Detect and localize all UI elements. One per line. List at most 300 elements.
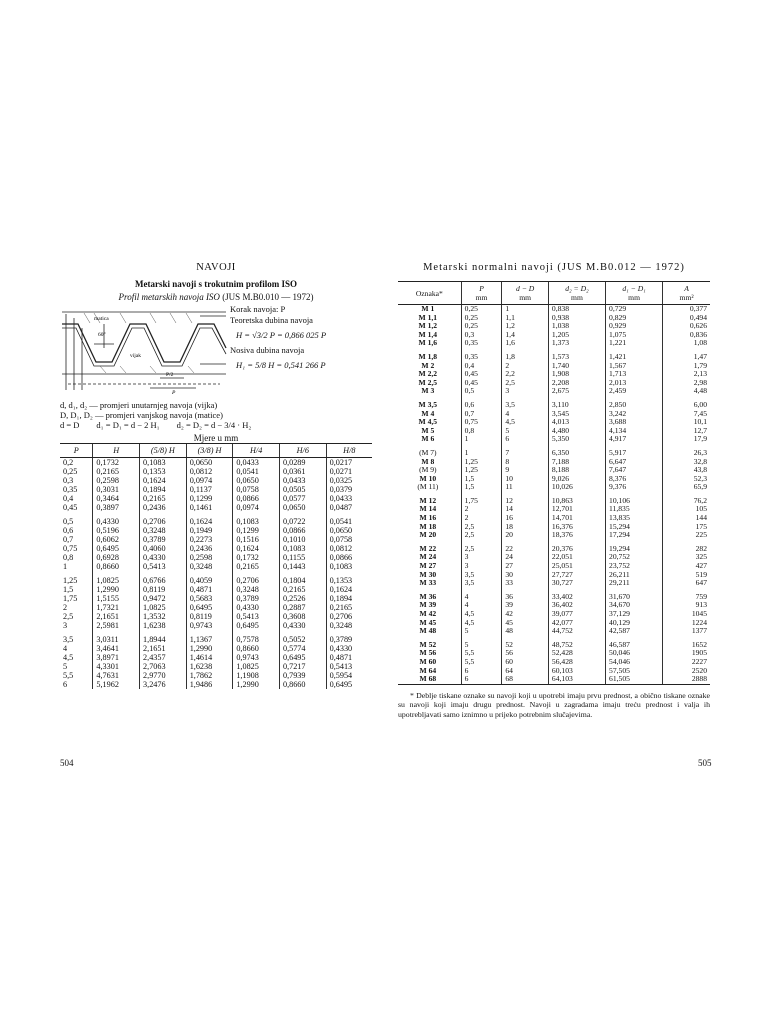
column-header: H/6 bbox=[279, 444, 326, 458]
table-cell: 0,3248 bbox=[326, 621, 372, 630]
table-cell: 0,3248 bbox=[233, 585, 280, 594]
thread-designation: M 3 bbox=[421, 386, 435, 396]
table-cell: 3 bbox=[63, 621, 68, 630]
table-cell: 3,2476 bbox=[140, 680, 187, 689]
table-cell: 42 bbox=[502, 610, 549, 619]
table-cell: 6 bbox=[63, 680, 68, 689]
table-row bbox=[60, 494, 372, 503]
table-cell: 0,3248 bbox=[140, 526, 187, 535]
table-cell: 0,0812 bbox=[186, 467, 233, 476]
thread-designation: M 33 bbox=[419, 578, 437, 588]
table-cell: 14 bbox=[502, 505, 549, 514]
table-cell: 4,48 bbox=[663, 387, 710, 396]
table-cell: 0,3 bbox=[461, 331, 502, 340]
section-title: Metarski navoji s trokutnim profilom ISO bbox=[135, 279, 297, 289]
table-row bbox=[398, 444, 710, 458]
thread-dimension-table bbox=[60, 443, 372, 689]
table-cell: 2,1651 bbox=[140, 644, 187, 653]
table-cell: 0,1083 bbox=[279, 544, 326, 553]
table-cell: 0,0812 bbox=[326, 544, 372, 553]
table-cell: 0,0758 bbox=[326, 535, 372, 544]
table-cell: 2,5 bbox=[461, 540, 502, 554]
table-cell: 29,211 bbox=[606, 579, 663, 588]
table-cell: 0,1299 bbox=[233, 526, 280, 535]
table-row bbox=[398, 348, 710, 362]
table-cell: 3,242 bbox=[606, 410, 663, 419]
legend-relations: d = D d₁ = D₁ = d − 2 H₁ d₂ = D₂ = d − 3/4 · H₂ bbox=[60, 420, 252, 430]
table-cell: 0,1804 bbox=[279, 571, 326, 585]
thread-designation: M 1 bbox=[421, 304, 435, 313]
table-cell: 0,2273 bbox=[186, 535, 233, 544]
table-cell: 4,134 bbox=[606, 427, 663, 436]
table-cell: 22,051 bbox=[548, 553, 605, 562]
left-page bbox=[60, 262, 372, 689]
table-cell: 1,5 bbox=[63, 585, 74, 594]
table-cell: 0,2 bbox=[63, 458, 74, 467]
table-cell: 0,0541 bbox=[326, 512, 372, 526]
table-cell: 0,2526 bbox=[279, 594, 326, 603]
table-cell: 0,1443 bbox=[279, 562, 326, 571]
table-row bbox=[60, 562, 372, 571]
table-cell: 1,75 bbox=[63, 594, 78, 603]
subtitle-italic: Profil metarskih navoja ISO bbox=[118, 292, 220, 302]
table-cell: 0,3464 bbox=[93, 494, 140, 503]
table-row bbox=[60, 603, 372, 612]
table-cell: 56,428 bbox=[548, 658, 605, 667]
table-cell: 0,0577 bbox=[279, 494, 326, 503]
table-row bbox=[398, 483, 710, 492]
table-cell: 8,188 bbox=[548, 466, 605, 475]
table-cell: 0,4330 bbox=[140, 553, 187, 562]
table-cell: 0,2436 bbox=[186, 544, 233, 553]
table-cell: 5 bbox=[461, 627, 502, 636]
table-cell: 1,75 bbox=[461, 492, 502, 506]
table-cell: 1,5 bbox=[461, 475, 502, 484]
table-cell: 0,35 bbox=[461, 348, 502, 362]
table-cell: 3 bbox=[461, 553, 502, 562]
table-cell: 1377 bbox=[663, 627, 710, 636]
table-row bbox=[398, 675, 710, 684]
thread-designation: M 27 bbox=[419, 561, 437, 571]
table-cell: 0,8660 bbox=[279, 680, 326, 689]
table-cell: 0,2165 bbox=[279, 585, 326, 594]
table-cell: 0,0271 bbox=[326, 467, 372, 476]
table-cell: 5,917 bbox=[606, 444, 663, 458]
table-cell: 0,1894 bbox=[326, 594, 372, 603]
profile-subtitle bbox=[60, 292, 372, 302]
table-cell: 7 bbox=[502, 444, 549, 458]
thread-designation: M 4,5 bbox=[418, 417, 438, 427]
table-cell: 0,0866 bbox=[233, 494, 280, 503]
table-cell: 1,79 bbox=[663, 362, 710, 371]
table-row bbox=[398, 636, 710, 650]
table-cell: 0,2165 bbox=[140, 494, 187, 503]
table-cell: 0,1137 bbox=[186, 485, 233, 494]
thread-designation: (M 7) bbox=[419, 447, 437, 457]
table-cell: 33,402 bbox=[548, 588, 605, 602]
formula-block bbox=[230, 304, 375, 371]
table-cell: 0,0758 bbox=[233, 485, 280, 494]
column-header: H/8 bbox=[326, 444, 372, 458]
table-cell: 46,587 bbox=[606, 636, 663, 650]
table-cell: 0,1083 bbox=[140, 458, 187, 468]
right-page-title: Metarski normalni navoji (JUS M.B0.012 — 1972) bbox=[423, 262, 685, 273]
table-cell: 0,3789 bbox=[140, 535, 187, 544]
table-cell: 1,421 bbox=[606, 348, 663, 362]
table-cell: 18 bbox=[502, 523, 549, 532]
table-cell: 8,376 bbox=[606, 475, 663, 484]
table-cell: 0,1083 bbox=[233, 512, 280, 526]
table-cell: 0,626 bbox=[663, 322, 710, 331]
table-cell: 0,0505 bbox=[279, 485, 326, 494]
table-cell: 1,25 bbox=[63, 576, 78, 585]
table-cell: 0,2706 bbox=[326, 612, 372, 621]
table-cell: 4,3301 bbox=[93, 662, 140, 671]
table-cell: 1045 bbox=[663, 610, 710, 619]
table-row bbox=[398, 588, 710, 602]
table-cell: 64,103 bbox=[548, 675, 605, 684]
table-cell: 1,6 bbox=[502, 339, 549, 348]
table-cell: 0,1353 bbox=[326, 571, 372, 585]
table-cell: 1 bbox=[461, 435, 502, 444]
table-cell: 0,0433 bbox=[326, 494, 372, 503]
table-cell: 0,5 bbox=[461, 387, 502, 396]
thread-profile-drawing bbox=[60, 304, 228, 396]
table-cell: 57,505 bbox=[606, 667, 663, 676]
table-cell: 48 bbox=[502, 627, 549, 636]
table-cell: 0,25 bbox=[461, 314, 502, 323]
table-cell: 2,850 bbox=[606, 396, 663, 410]
table-cell: 61,505 bbox=[606, 675, 663, 684]
table-cell: 4,480 bbox=[548, 427, 605, 436]
table-cell: 0,7 bbox=[461, 410, 502, 419]
table-cell: 0,6766 bbox=[140, 571, 187, 585]
table-row bbox=[60, 662, 372, 671]
table-cell: 1,2990 bbox=[186, 644, 233, 653]
table-cell: 17,9 bbox=[663, 435, 710, 444]
table-cell: 0,3608 bbox=[279, 612, 326, 621]
table-cell: 12 bbox=[502, 492, 549, 506]
table-row bbox=[60, 612, 372, 621]
table-cell: 1,573 bbox=[548, 348, 605, 362]
column-header bbox=[606, 282, 663, 305]
table-cell: 12,701 bbox=[548, 505, 605, 514]
table-cell: 0,3789 bbox=[326, 630, 372, 644]
table-cell: 9,026 bbox=[548, 475, 605, 484]
table-cell: 1,740 bbox=[548, 362, 605, 371]
table-cell: 0,1624 bbox=[233, 544, 280, 553]
table-cell: 0,2598 bbox=[93, 476, 140, 485]
table-cell: 225 bbox=[663, 531, 710, 540]
table-cell: 0,9743 bbox=[233, 653, 280, 662]
table-cell: 13,835 bbox=[606, 514, 663, 523]
table-cell: 0,6495 bbox=[233, 621, 280, 630]
table-cell: 6,00 bbox=[663, 396, 710, 410]
thread-designation: M 60 bbox=[419, 656, 437, 666]
table-cell: 45 bbox=[502, 619, 549, 628]
thread-designation: M 2 bbox=[421, 360, 435, 370]
table-row bbox=[398, 339, 710, 348]
table-cell: 0,2598 bbox=[186, 553, 233, 562]
table-cell: 18,376 bbox=[548, 531, 605, 540]
table-row bbox=[60, 485, 372, 494]
table-cell: 4,5 bbox=[461, 619, 502, 628]
table-cell: 0,1624 bbox=[140, 476, 187, 485]
table-row bbox=[398, 531, 710, 540]
thread-designation: (M 9) bbox=[419, 465, 437, 475]
table-cell: 1,2990 bbox=[93, 585, 140, 594]
column-header: P bbox=[60, 444, 93, 458]
table-cell: 1,25 bbox=[461, 458, 502, 467]
column-header-label: A bbox=[684, 284, 689, 293]
table-cell: 0,35 bbox=[63, 485, 78, 494]
table-cell: 325 bbox=[663, 553, 710, 562]
table-cell: 0,4060 bbox=[140, 544, 187, 553]
table-cell: 7,647 bbox=[606, 466, 663, 475]
table-cell: 0,8119 bbox=[186, 612, 233, 621]
thread-designation: M 30 bbox=[419, 569, 437, 579]
table-cell: 1,1 bbox=[502, 314, 549, 323]
table-cell: 20,376 bbox=[548, 540, 605, 554]
table-cell: 1,25 bbox=[461, 466, 502, 475]
subtitle-standard: (JUS M.B0.010 — 1972) bbox=[222, 292, 314, 302]
table-row bbox=[60, 458, 372, 468]
table-cell: 1,0825 bbox=[93, 571, 140, 585]
table-body bbox=[398, 305, 710, 685]
thread-designation: M 1,1 bbox=[418, 312, 438, 322]
table-cell: 3,688 bbox=[606, 418, 663, 427]
table-cell: 6,647 bbox=[606, 458, 663, 467]
table-cell: 0,0974 bbox=[186, 476, 233, 485]
table-cell: 2,4357 bbox=[140, 653, 187, 662]
table-cell: 647 bbox=[663, 579, 710, 588]
table-cell: 1,713 bbox=[606, 370, 663, 379]
table-cell: 0,1461 bbox=[186, 503, 233, 512]
table-cell: 52,428 bbox=[548, 649, 605, 658]
bearing-depth-heading: Nosiva dubina navoja bbox=[230, 345, 305, 355]
table-cell: 0,1732 bbox=[93, 458, 140, 468]
column-header bbox=[663, 282, 710, 305]
table-cell: 30 bbox=[502, 571, 549, 580]
table-cell: 4,7631 bbox=[93, 671, 140, 680]
table-cell: 2 bbox=[502, 362, 549, 371]
table-cell: 0,8119 bbox=[140, 585, 187, 594]
table-row bbox=[60, 503, 372, 512]
table-cell: 3,4641 bbox=[93, 644, 140, 653]
thread-designation: M 22 bbox=[419, 543, 437, 553]
thread-designation: M 14 bbox=[419, 504, 437, 514]
table-cell: 0,1353 bbox=[140, 467, 187, 476]
table-cell: 1,205 bbox=[548, 331, 605, 340]
table-cell: 0,929 bbox=[606, 322, 663, 331]
table-cell: 5 bbox=[63, 662, 68, 671]
table-cell: 0,7578 bbox=[233, 630, 280, 644]
column-header-unit: mm bbox=[475, 293, 488, 302]
table-row bbox=[398, 387, 710, 396]
table-cell: 3,8971 bbox=[93, 653, 140, 662]
table-cell: 1,5 bbox=[461, 483, 502, 492]
table-cell: 0,2706 bbox=[140, 512, 187, 526]
table-cell: 0,3897 bbox=[93, 503, 140, 512]
table-cell: 0,2436 bbox=[140, 503, 187, 512]
table-cell: 60 bbox=[502, 658, 549, 667]
table-cell: 4 bbox=[461, 601, 502, 610]
units-caption: Mjere u mm bbox=[193, 433, 239, 443]
table-cell: 0,25 bbox=[461, 322, 502, 331]
table-cell: 36,402 bbox=[548, 601, 605, 610]
column-header: H bbox=[93, 444, 140, 458]
page-number-right: 505 bbox=[698, 758, 712, 768]
footnote: * Deblje tiskane oznake su navoji koji u upotrebi imaju prvu prednost, a obično tiskane oznake su navoji koji imaju drugu prednost. Navoji u zagradama imaju treću prednost i valja ih upotrebljavati samo iznimno u prijeko potrebnim slučajevima. bbox=[398, 690, 710, 719]
table-cell: 2,98 bbox=[663, 379, 710, 388]
table-cell: 8 bbox=[502, 458, 549, 467]
table-cell: 42,587 bbox=[606, 627, 663, 636]
table-cell: 60,103 bbox=[548, 667, 605, 676]
table-cell: 4 bbox=[502, 410, 549, 419]
table-cell: 2520 bbox=[663, 667, 710, 676]
table-cell: 0,9472 bbox=[140, 594, 187, 603]
table-cell: 0,0722 bbox=[279, 512, 326, 526]
table-cell: 0,0650 bbox=[186, 458, 233, 468]
table-cell: 1905 bbox=[663, 649, 710, 658]
table-cell: 0,4330 bbox=[279, 621, 326, 630]
table-cell: 0,4871 bbox=[326, 653, 372, 662]
table-cell: 3,110 bbox=[548, 396, 605, 410]
thread-designation: (M 11) bbox=[417, 482, 439, 492]
table-cell: 0,3031 bbox=[93, 485, 140, 494]
table-cell: 4,5 bbox=[461, 610, 502, 619]
table-cell: 913 bbox=[663, 601, 710, 610]
table-cell: 34,670 bbox=[606, 601, 663, 610]
table-cell: 0,4059 bbox=[186, 571, 233, 585]
table-cell: 2,7063 bbox=[140, 662, 187, 671]
table-cell: 0,0379 bbox=[326, 485, 372, 494]
table-cell: 2,1651 bbox=[93, 612, 140, 621]
table-cell: 0,1010 bbox=[279, 535, 326, 544]
table-cell: 2,2 bbox=[502, 370, 549, 379]
table-cell: 1,0825 bbox=[140, 603, 187, 612]
table-row bbox=[60, 526, 372, 535]
thread-designation: M 12 bbox=[419, 495, 437, 505]
table-cell: 1,4614 bbox=[186, 653, 233, 662]
table-cell: 0,7939 bbox=[279, 671, 326, 680]
pitch-label: P bbox=[172, 390, 176, 396]
table-cell: 0,45 bbox=[461, 370, 502, 379]
thread-designation: M 4 bbox=[421, 408, 435, 418]
thread-designation: M 20 bbox=[419, 530, 437, 540]
table-cell: 2227 bbox=[663, 658, 710, 667]
table-header-row bbox=[60, 444, 372, 458]
table-cell: 11 bbox=[502, 483, 549, 492]
thread-designation: M 56 bbox=[419, 648, 437, 658]
column-header-label: d₁ − D₁ bbox=[622, 284, 646, 293]
table-cell: 14,701 bbox=[548, 514, 605, 523]
column-header-unit: mm² bbox=[679, 293, 694, 302]
table-cell: 0,0289 bbox=[279, 458, 326, 468]
table-cell: 0,25 bbox=[63, 467, 78, 476]
table-cell: 1,038 bbox=[548, 322, 605, 331]
table-cell: 0,829 bbox=[606, 314, 663, 323]
thread-designation: M 45 bbox=[419, 617, 437, 627]
table-cell: 52,3 bbox=[663, 475, 710, 484]
table-cell: 64 bbox=[502, 667, 549, 676]
table-cell: 43,8 bbox=[663, 466, 710, 475]
table-cell: 0,35 bbox=[461, 339, 502, 348]
table-cell: 0,4 bbox=[63, 494, 74, 503]
table-cell: 3,5 bbox=[461, 571, 502, 580]
table-cell: 0,5954 bbox=[326, 671, 372, 680]
thread-designation: M 1,6 bbox=[418, 338, 438, 348]
thread-designation: M 68 bbox=[398, 675, 461, 684]
table-row bbox=[60, 585, 372, 594]
table-cell: 0,0325 bbox=[326, 476, 372, 485]
thread-designation: M 8 bbox=[421, 456, 435, 466]
table-cell: 0,0866 bbox=[326, 553, 372, 562]
table-cell: 0,2706 bbox=[233, 571, 280, 585]
table-cell: 25,051 bbox=[548, 562, 605, 571]
table-cell: 2,5 bbox=[63, 612, 74, 621]
table-cell: 0,0650 bbox=[279, 503, 326, 512]
thread-designation: M 1,2 bbox=[418, 321, 438, 331]
table-cell: 16 bbox=[502, 514, 549, 523]
table-cell: 0,729 bbox=[606, 305, 663, 314]
table-cell: 0,2165 bbox=[233, 562, 280, 571]
table-cell: 3,545 bbox=[548, 410, 605, 419]
thread-designation: M 3,5 bbox=[418, 399, 438, 409]
table-cell: 1,4 bbox=[502, 331, 549, 340]
table-cell: 30,727 bbox=[548, 579, 605, 588]
table-cell: 9 bbox=[502, 466, 549, 475]
table-cell: 0,4 bbox=[461, 362, 502, 371]
table-cell: 6 bbox=[461, 675, 502, 684]
table-cell: 0,0433 bbox=[279, 476, 326, 485]
table-cell: 31,670 bbox=[606, 588, 663, 602]
table-cell: 76,2 bbox=[663, 492, 710, 506]
table-body bbox=[60, 458, 372, 690]
table-row bbox=[398, 492, 710, 506]
table-cell: 5,5 bbox=[461, 658, 502, 667]
table-cell: 0,3 bbox=[63, 476, 74, 485]
table-cell: 0,0866 bbox=[279, 526, 326, 535]
column-header-label: d₂ = D₂ bbox=[565, 284, 589, 293]
thread-designation: M 1,8 bbox=[418, 351, 438, 361]
table-cell: 11,835 bbox=[606, 505, 663, 514]
table-cell: 0,5413 bbox=[140, 562, 187, 571]
legend-bolt: d, d₁, d₂ — promjeri unutarnjeg navoja (vijka) bbox=[60, 400, 218, 410]
table-cell: 0,5413 bbox=[233, 612, 280, 621]
table-cell: 12,7 bbox=[663, 427, 710, 436]
table-cell: 427 bbox=[663, 562, 710, 571]
table-cell: 0,25 bbox=[461, 305, 502, 314]
thread-designation: M 6 bbox=[421, 434, 435, 444]
table-cell: 519 bbox=[663, 571, 710, 580]
table-cell: 3,5 bbox=[63, 635, 74, 644]
table-row bbox=[60, 671, 372, 680]
table-cell: 1,567 bbox=[606, 362, 663, 371]
pitch-formula: Korak navoja: P bbox=[230, 304, 286, 314]
table-cell: 3,0311 bbox=[93, 630, 140, 644]
table-cell: 26,211 bbox=[606, 571, 663, 580]
thread-designation: M 24 bbox=[419, 552, 437, 562]
table-row bbox=[60, 621, 372, 630]
table-cell: 0,4330 bbox=[326, 644, 372, 653]
table-cell: 0,1894 bbox=[140, 485, 187, 494]
table-cell: 0,8660 bbox=[233, 644, 280, 653]
table-row bbox=[60, 544, 372, 553]
table-cell: 0,2165 bbox=[93, 467, 140, 476]
table-row bbox=[60, 553, 372, 562]
table-cell: 17,294 bbox=[606, 531, 663, 540]
